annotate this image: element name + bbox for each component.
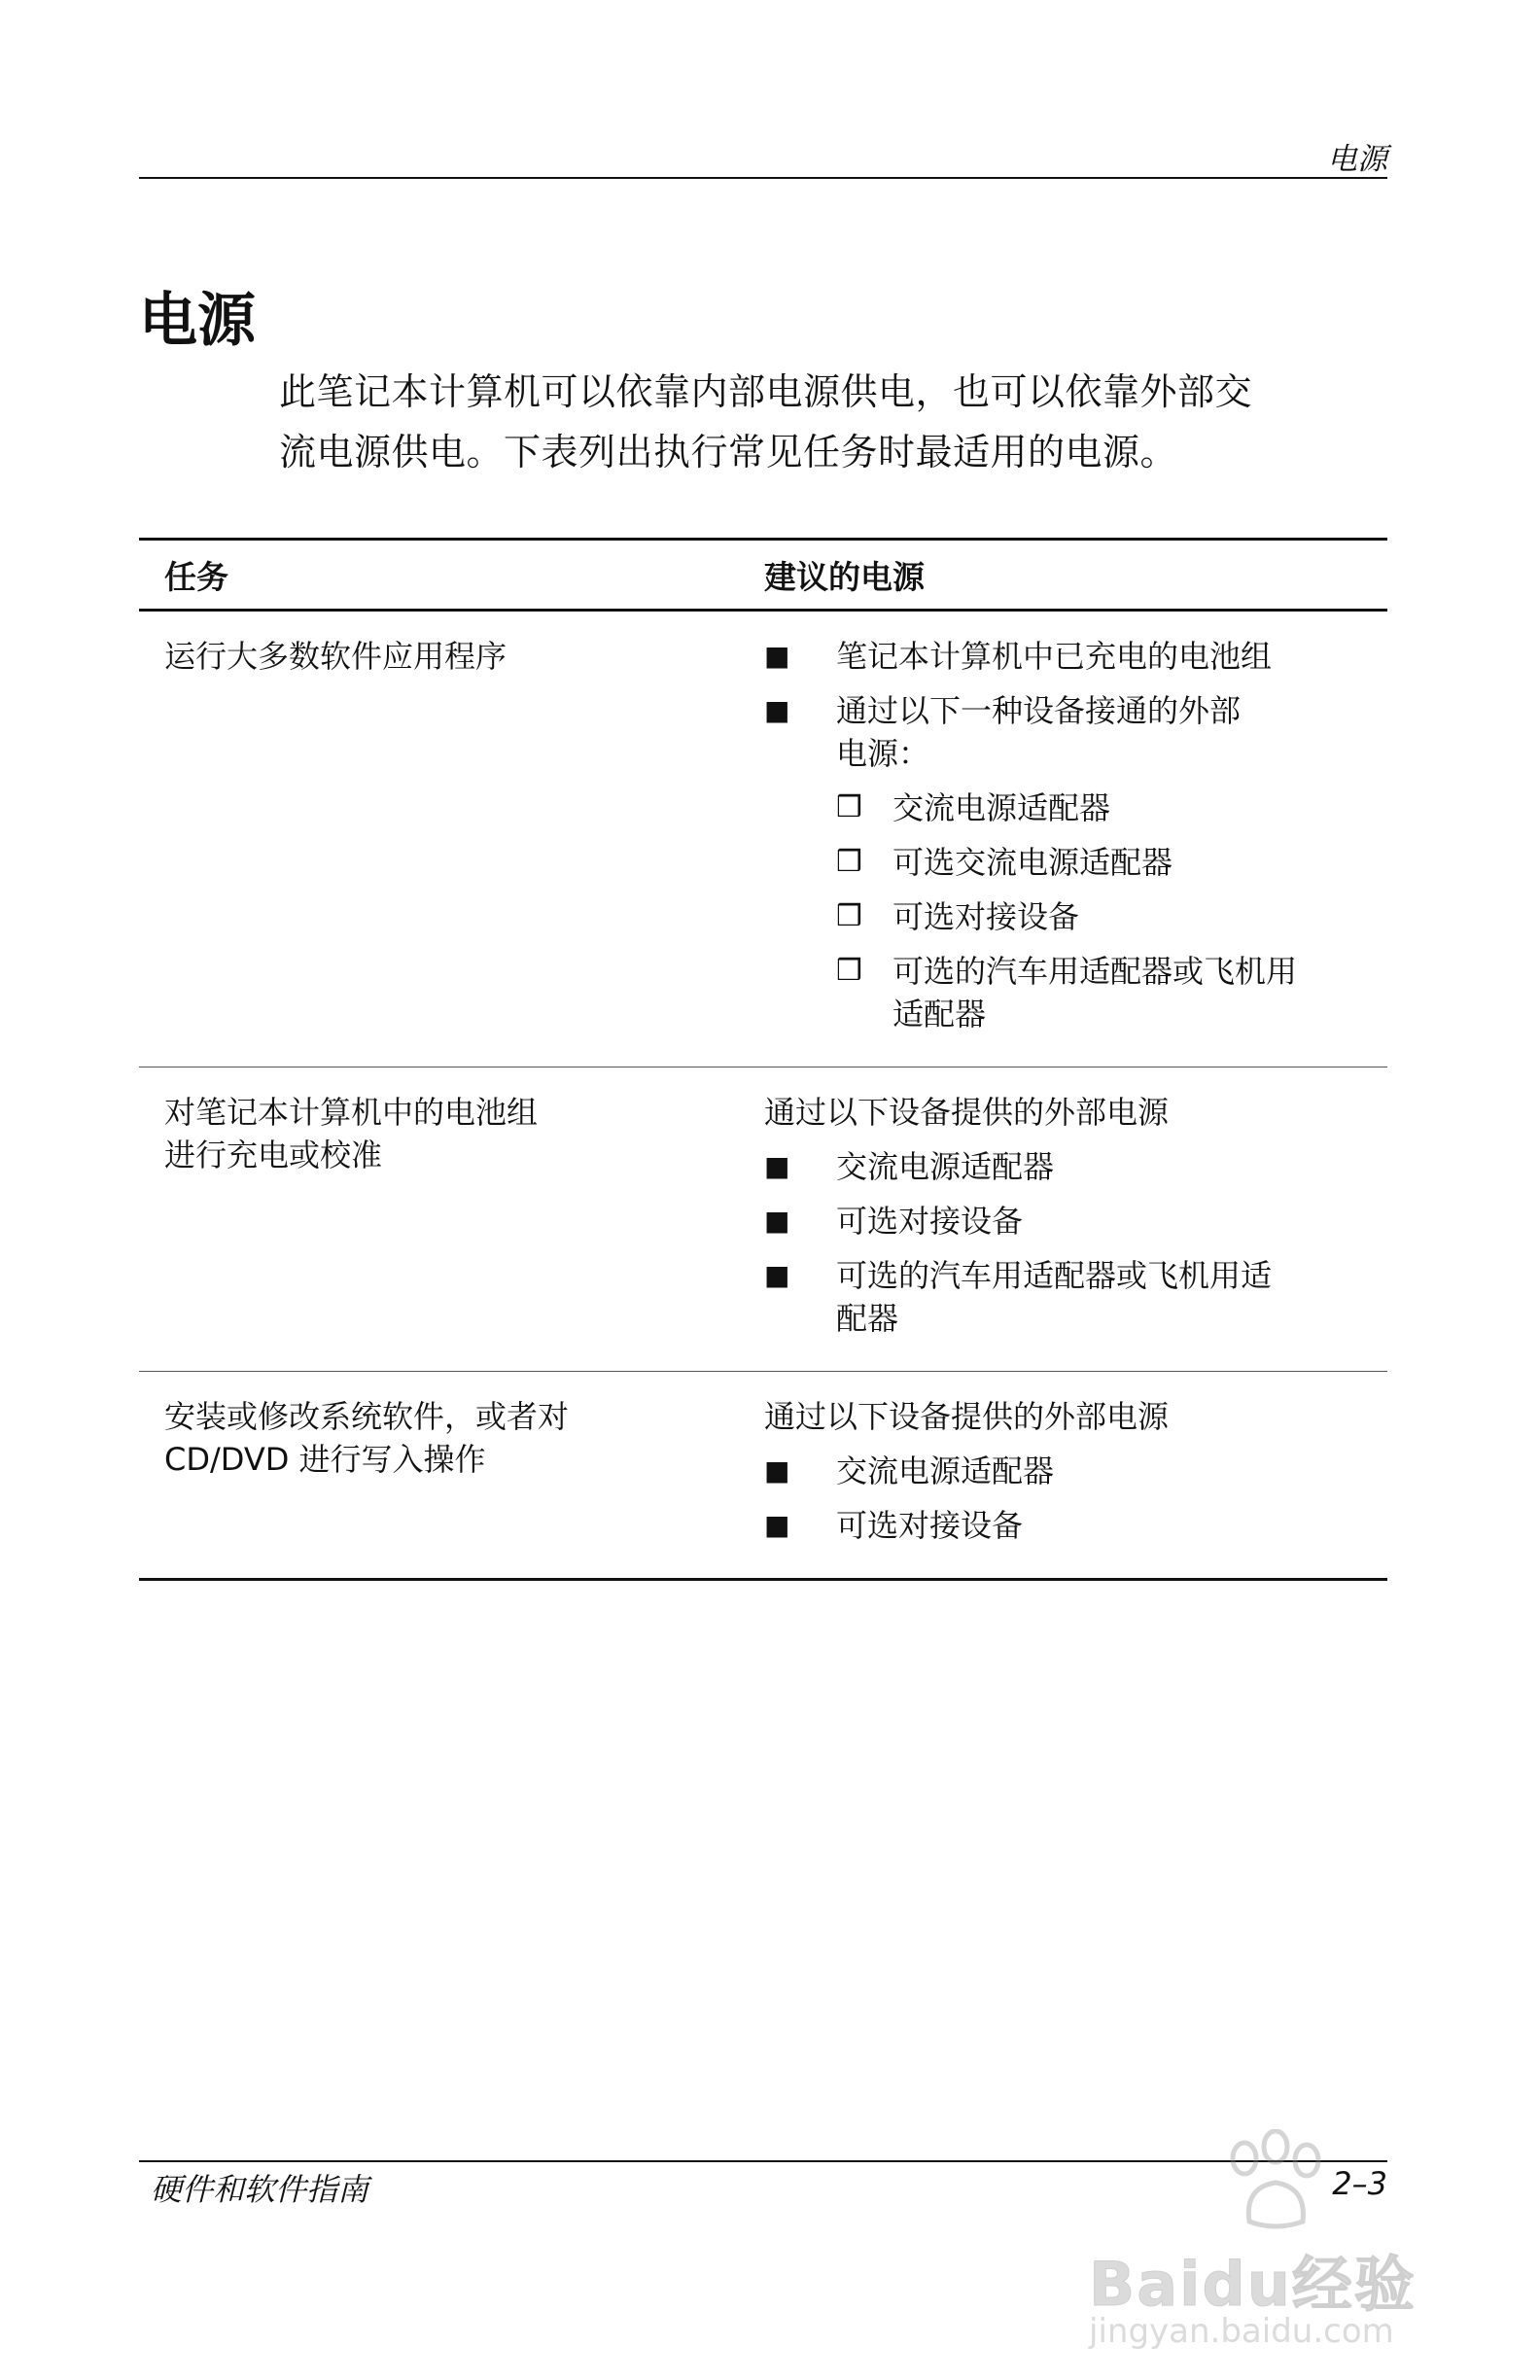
- source-cell: [764, 612, 1387, 1067]
- source-intro: 通过以下设备提供的外部电源: [764, 1398, 1170, 1435]
- sub-bullet-item: [836, 895, 1387, 938]
- task-cell: 安装或修改系统软件，或者对 CD/DVD 进行写入操作: [164, 1398, 570, 1478]
- box-bullet-icon: ❒: [836, 899, 862, 933]
- task-cell: 运行大多数软件应用程序: [164, 638, 508, 675]
- table-header-row: [139, 541, 1387, 612]
- table-row: [139, 612, 1387, 1068]
- header-source: 建议的电源: [764, 557, 925, 596]
- square-bullet-icon: ■: [764, 1454, 790, 1487]
- header-rule: [139, 177, 1387, 179]
- bullet-item: [764, 1450, 1387, 1492]
- bullet-item: [764, 635, 1387, 678]
- bullet-text: 可选对接设备: [836, 1507, 1024, 1544]
- bullet-text: 可选对接设备: [836, 1203, 1024, 1240]
- sub-bullet-item: [836, 787, 1387, 829]
- square-bullet-icon: ■: [764, 694, 790, 726]
- watermark-url: jingyan.baidu.com: [1089, 2312, 1394, 2351]
- box-bullet-icon: ❒: [836, 845, 862, 879]
- footer-page-number: 2–3: [1332, 2165, 1387, 2202]
- bullet-text: 通过以下一种设备接通的外部 电源：: [836, 692, 1242, 772]
- sub-bullet-item: [836, 841, 1387, 884]
- source-cell: [764, 1372, 1387, 1578]
- header-task: 任务: [164, 557, 228, 596]
- running-header: 电源: [1327, 142, 1387, 177]
- bullet-item: [764, 1504, 1387, 1547]
- sub-bullet-text: 交流电源适配器: [892, 789, 1111, 826]
- bullet-text: 笔记本计算机中已充电的电池组: [836, 638, 1273, 675]
- watermark-brand: Baidu经验: [1089, 2249, 1417, 2320]
- paw-logo-icon: [1215, 2129, 1332, 2236]
- table-row: [139, 1068, 1387, 1372]
- square-bullet-icon: ■: [764, 1259, 790, 1291]
- footer-guide-title: 硬件和软件指南: [151, 2171, 369, 2208]
- intro-line-1: 此笔记本计算机可以依靠内部电源供电，也可以依靠外部交: [279, 370, 1253, 413]
- bullet-text: 交流电源适配器: [836, 1148, 1055, 1185]
- task-cell: 对笔记本计算机中的电池组 进行充电或校准: [164, 1094, 539, 1173]
- bullet-text: 交流电源适配器: [836, 1452, 1055, 1489]
- page-title: 电源: [139, 287, 256, 355]
- table-row: [139, 1372, 1387, 1578]
- source-intro: 通过以下设备提供的外部电源: [764, 1094, 1170, 1131]
- square-bullet-icon: ■: [764, 1205, 790, 1237]
- square-bullet-icon: ■: [764, 1150, 790, 1182]
- box-bullet-icon: ❒: [836, 954, 862, 988]
- source-cell: [764, 1068, 1387, 1371]
- power-source-table: [139, 538, 1387, 1581]
- bullet-item: [764, 1200, 1387, 1242]
- bullet-item: [764, 1145, 1387, 1188]
- intro-paragraph: [279, 362, 1387, 482]
- sub-bullet-item: [836, 950, 1387, 1035]
- intro-line-2: 流电源供电。下表列出执行常见任务时最适用的电源。: [279, 431, 1178, 473]
- bullet-item: [764, 689, 1387, 775]
- square-bullet-icon: ■: [764, 1509, 790, 1541]
- box-bullet-icon: ❒: [836, 790, 862, 824]
- sub-bullet-text: 可选的汽车用适配器或飞机用 适配器: [892, 953, 1298, 1032]
- bullet-text: 可选的汽车用适配器或飞机用适 配器: [836, 1257, 1273, 1337]
- sub-bullet-text: 可选交流电源适配器: [892, 844, 1173, 881]
- baidu-watermark: [1089, 2129, 1449, 2353]
- square-bullet-icon: ■: [764, 640, 790, 672]
- bullet-item: [764, 1254, 1387, 1340]
- sub-bullet-text: 可选对接设备: [892, 898, 1080, 935]
